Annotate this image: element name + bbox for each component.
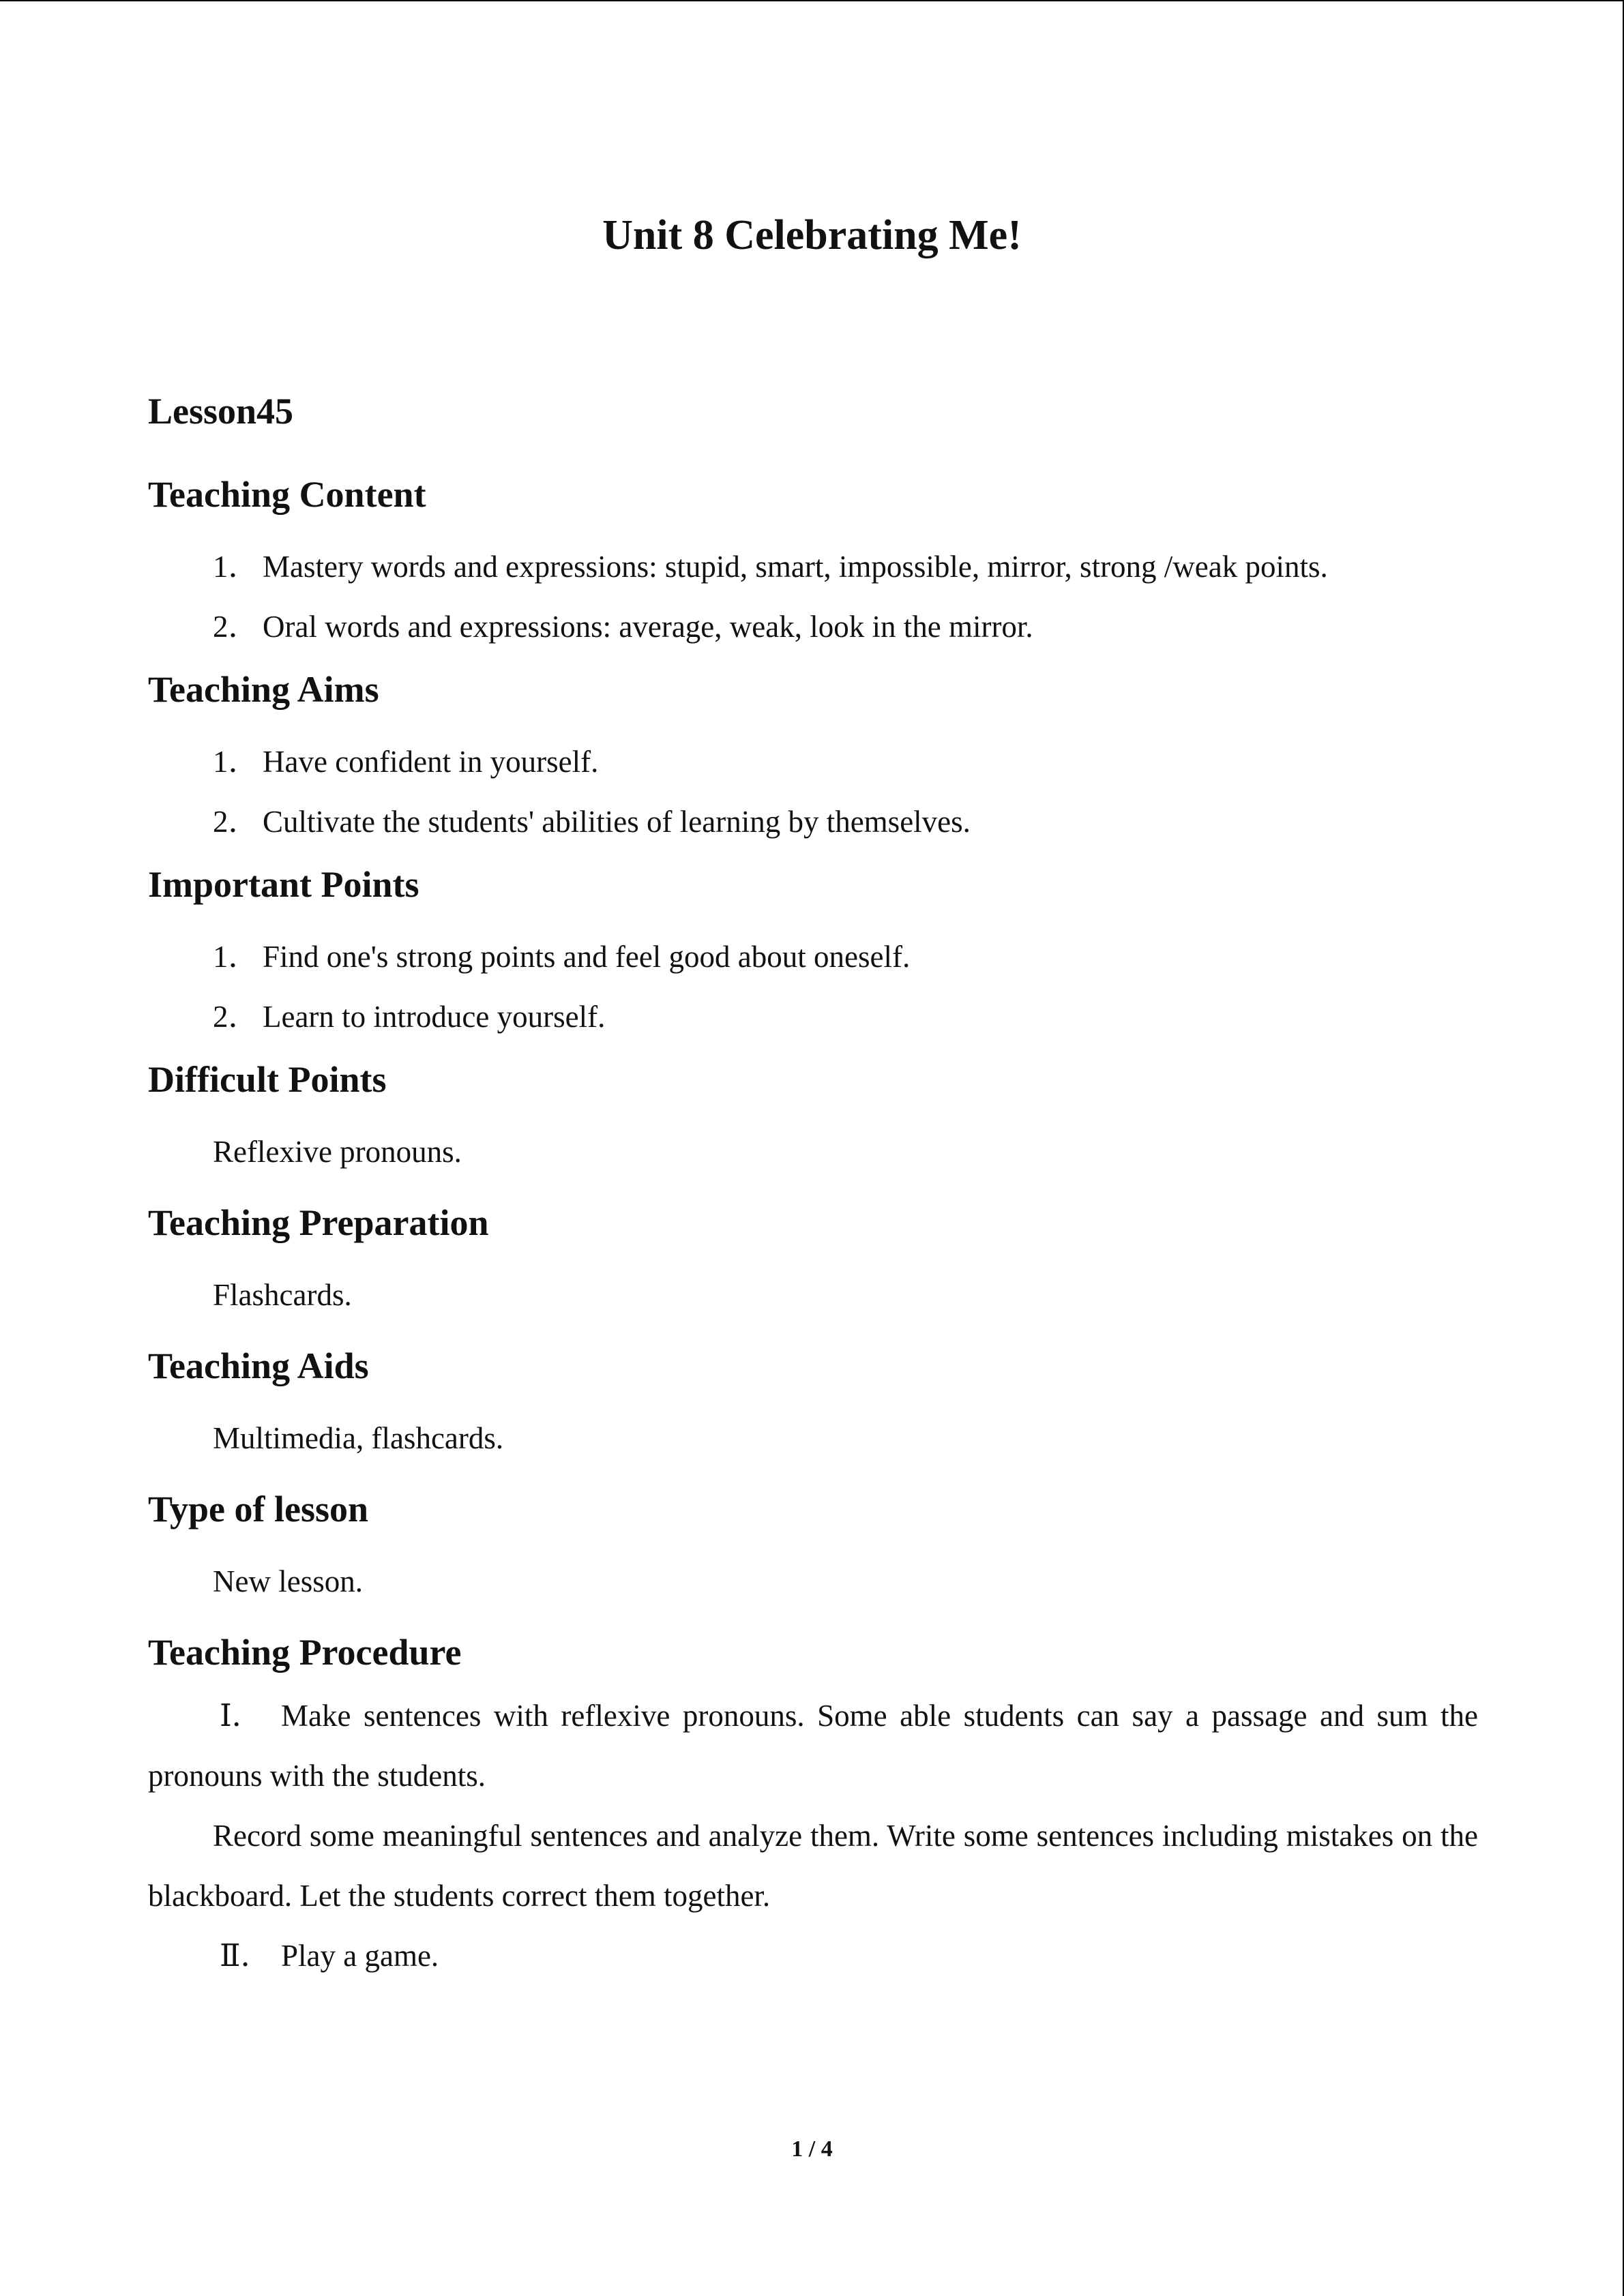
document-title: Unit 8 Celebrating Me! — [602, 212, 1022, 258]
procedure-step-2 — [148, 1926, 1478, 1986]
list-item — [148, 801, 1478, 843]
section-heading-teaching-preparation: Teaching Preparation — [148, 1202, 489, 1243]
section-heading-important-points: Important Points — [148, 864, 419, 905]
list-item-number: 1． — [213, 550, 259, 584]
list-item-text: Learn to introduce yourself. — [263, 1000, 606, 1034]
section-heading-teaching-aids: Teaching Aids — [148, 1345, 369, 1386]
list-item — [148, 996, 1478, 1038]
difficult-points-text: Reflexive pronouns. — [213, 1135, 462, 1169]
list-item-number: 2． — [213, 610, 259, 644]
document-body — [148, 471, 1478, 1986]
section-heading-teaching-aims: Teaching Aims — [148, 669, 379, 710]
list-item — [148, 936, 1478, 978]
lesson-label: Lesson45 — [148, 391, 294, 432]
list-item-number: 1． — [213, 940, 259, 974]
list-item-number: 2． — [213, 805, 259, 839]
procedure-step-2-number: Ⅱ． — [220, 1939, 271, 1973]
list-item-number: 2． — [213, 1000, 259, 1034]
section-heading-teaching-content: Teaching Content — [148, 474, 426, 515]
list-item — [148, 741, 1478, 783]
list-item-number: 1． — [213, 745, 259, 779]
list-item-text: Find one's strong points and feel good about oneself. — [263, 940, 911, 974]
list-item-text: Cultivate the students' abilities of learning by themselves. — [263, 805, 971, 839]
list-item-text: Mastery words and expressions: stupid, smart, impossible, mirror, strong /weak points. — [263, 550, 1328, 584]
list-item-text: Have confident in yourself. — [263, 745, 599, 779]
important-points-list — [148, 936, 1478, 1038]
procedure-step-2-text: Play a game. — [281, 1939, 439, 1973]
procedure-step-1-text: Make sentences with reflexive pronouns. Some able students can say a passage and sum the pronouns with the students. — [148, 1699, 1478, 1793]
teaching-aids-text: Multimedia, flashcards. — [213, 1421, 504, 1455]
procedure-step-1-number: Ⅰ． — [220, 1699, 263, 1733]
teaching-aims-list — [148, 741, 1478, 843]
type-of-lesson-text: New lesson. — [213, 1564, 363, 1598]
list-item — [148, 546, 1478, 588]
section-heading-difficult-points: Difficult Points — [148, 1059, 387, 1100]
procedure-step-1-detail: Record some meaningful sentences and analyze them. Write some sentences including mistakes on the blackboard. Let the students correct them together. — [148, 1819, 1478, 1913]
page-number: 1 / 4 — [791, 2136, 833, 2162]
section-heading-teaching-procedure: Teaching Procedure — [148, 1632, 462, 1673]
teaching-content-list — [148, 546, 1478, 648]
teaching-preparation-text: Flashcards. — [213, 1278, 352, 1312]
list-item — [148, 606, 1478, 648]
list-item-text: Oral words and expressions: average, weak, look in the mirror. — [263, 610, 1033, 644]
procedure-step-1 — [148, 1686, 1478, 1806]
section-heading-type-of-lesson: Type of lesson — [148, 1489, 369, 1530]
